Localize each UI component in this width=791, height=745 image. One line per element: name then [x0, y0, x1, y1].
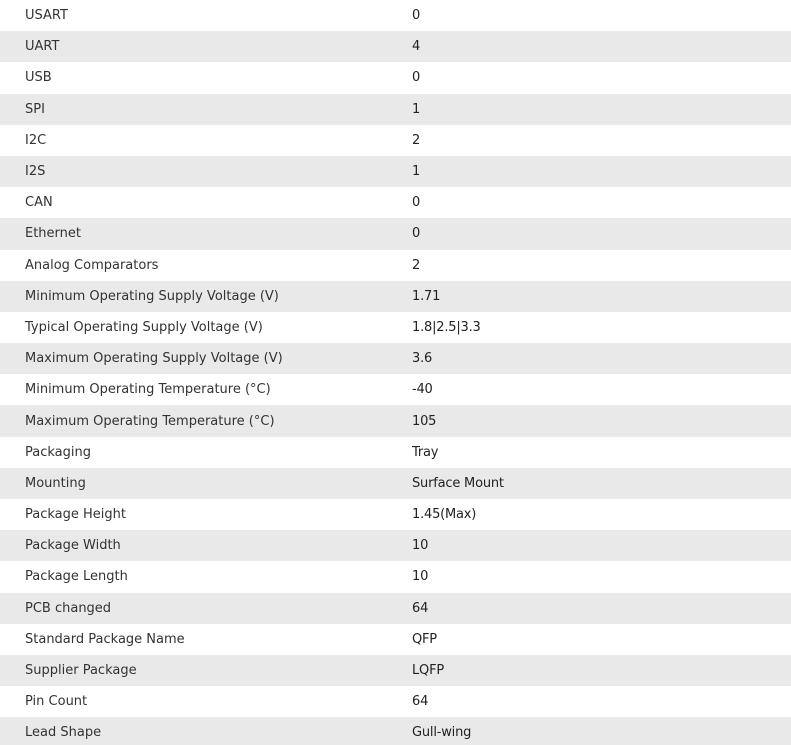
spec-label: PCB changed [25, 600, 112, 616]
spec-label: Maximum Operating Temperature (°C) [25, 413, 275, 429]
spec-value: 0 [412, 226, 421, 242]
spec-value: 10 [412, 538, 429, 554]
spec-label: Maximum Operating Supply Voltage (V) [25, 351, 283, 367]
spec-label: Standard Package Name [25, 631, 185, 647]
spec-value: QFP [412, 631, 437, 647]
spec-row-package-length [0, 561, 791, 592]
spec-row-spi [0, 94, 791, 125]
spec-value: 0 [412, 195, 421, 211]
spec-row-package-height [0, 499, 791, 530]
spec-row-max-supply-voltage [0, 343, 791, 374]
spec-value: 0 [412, 8, 421, 24]
spec-row-min-supply-voltage [0, 281, 791, 312]
spec-row-analog-comparators [0, 250, 791, 281]
spec-row-usart [0, 0, 791, 31]
spec-row-can [0, 187, 791, 218]
spec-label: Pin Count [25, 694, 88, 710]
spec-value: 2 [412, 257, 421, 273]
spec-value: -40 [412, 382, 433, 398]
spec-label: Packaging [25, 444, 91, 460]
spec-label: Package Length [25, 569, 128, 585]
spec-value: 1 [412, 101, 421, 117]
spec-row-ethernet [0, 218, 791, 249]
spec-row-pin-count [0, 686, 791, 717]
spec-value: Gull-wing [412, 725, 472, 741]
spec-value: 3.6 [412, 351, 433, 367]
spec-value: 1 [412, 164, 421, 180]
spec-value: 10 [412, 569, 429, 585]
spec-label: Package Height [25, 507, 126, 523]
spec-row-typ-supply-voltage [0, 312, 791, 343]
spec-row-max-temperature [0, 405, 791, 436]
spec-label: Lead Shape [25, 725, 102, 741]
spec-row-min-temperature [0, 374, 791, 405]
spec-row-i2c [0, 125, 791, 156]
spec-label: Typical Operating Supply Voltage (V) [25, 319, 263, 335]
spec-value: Tray [412, 444, 439, 460]
spec-value: 105 [412, 413, 437, 429]
spec-label: Minimum Operating Supply Voltage (V) [25, 288, 279, 304]
spec-label: Mounting [25, 475, 86, 491]
spec-label: SPI [25, 101, 45, 117]
spec-label: CAN [25, 195, 53, 211]
spec-label: I2S [25, 164, 46, 180]
spec-row-packaging [0, 437, 791, 468]
spec-row-supplier-package [0, 655, 791, 686]
spec-row-usb [0, 62, 791, 93]
spec-row-i2s [0, 156, 791, 187]
spec-value: 1.45(Max) [412, 507, 477, 523]
spec-label: Package Width [25, 538, 121, 554]
spec-row-uart [0, 31, 791, 62]
spec-row-package-width [0, 530, 791, 561]
spec-label: UART [25, 39, 60, 55]
spec-label: USART [25, 8, 68, 24]
spec-row-pcb-changed [0, 593, 791, 624]
spec-value: 1.71 [412, 288, 441, 304]
spec-label: Supplier Package [25, 663, 137, 679]
spec-value: Surface Mount [412, 475, 504, 491]
spec-value: 1.8|2.5|3.3 [412, 319, 481, 335]
spec-label: Minimum Operating Temperature (°C) [25, 382, 271, 398]
spec-value: 2 [412, 132, 421, 148]
spec-row-lead-shape [0, 717, 791, 745]
spec-value: 0 [412, 70, 421, 86]
spec-row-standard-package-name [0, 624, 791, 655]
spec-row-mounting [0, 468, 791, 499]
spec-label: USB [25, 70, 52, 86]
spec-value: 64 [412, 694, 429, 710]
spec-value: 4 [412, 39, 421, 55]
spec-value: 64 [412, 600, 429, 616]
spec-label: I2C [25, 132, 47, 148]
spec-label: Analog Comparators [25, 257, 159, 273]
spec-value: LQFP [412, 663, 444, 679]
spec-label: Ethernet [25, 226, 81, 242]
